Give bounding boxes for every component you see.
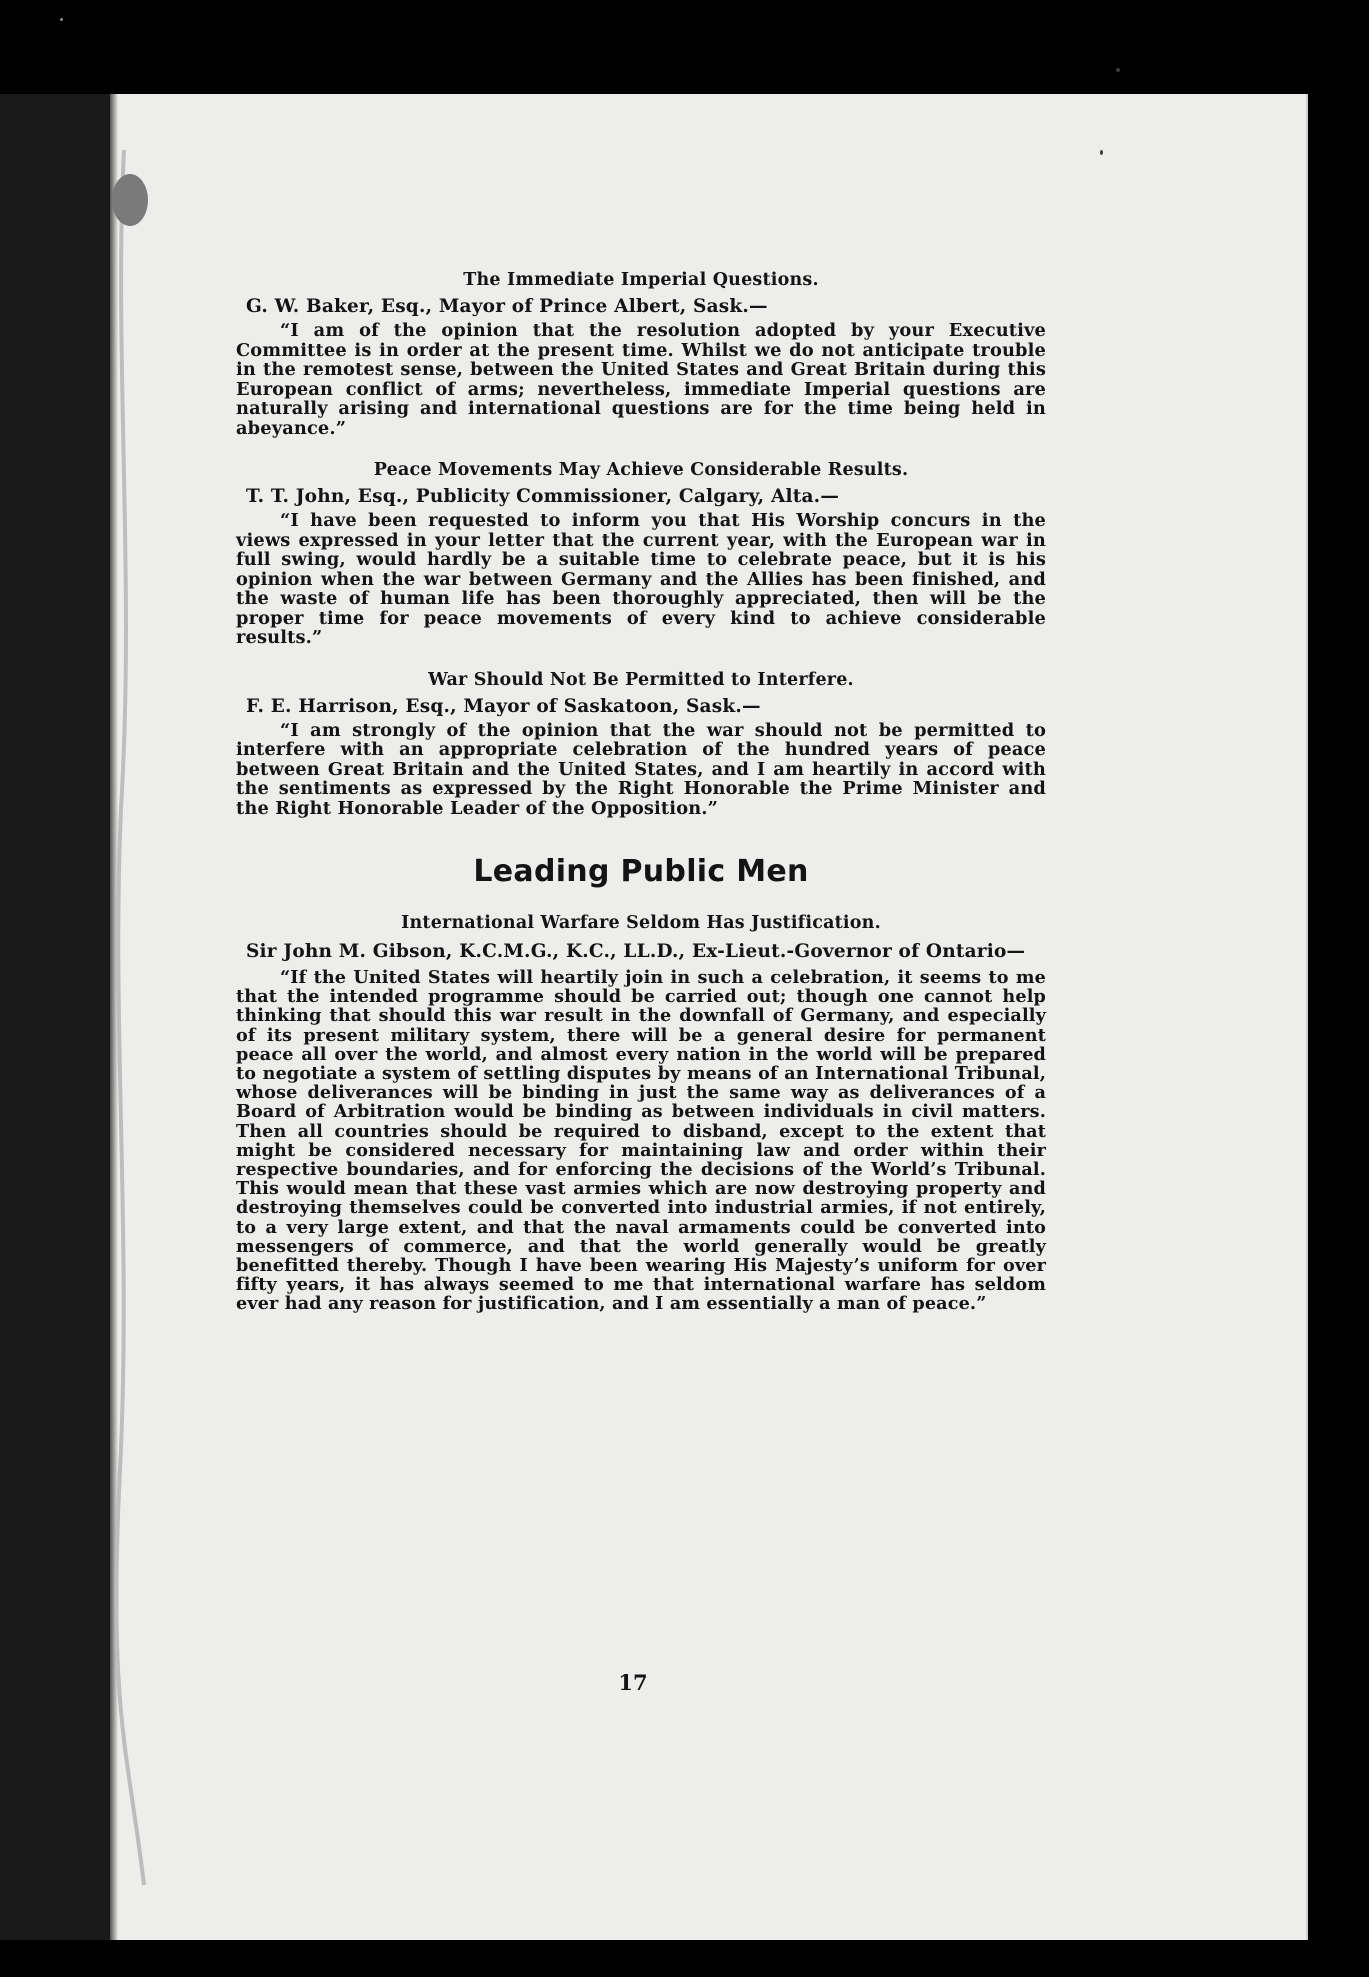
quote-paragraph: “I am strongly of the opinion that the war should not be permitted to interfere with an appropriate celebration of the hundred years of peace between Great Britain and the United States, and I am heartily in accord with the sentiments as expressed by the Right Honorable the Prime Minister and the Right Honorable Leader of the Opposition.” [236, 719, 1046, 819]
scan-speck [60, 18, 63, 21]
attribution: T. T. John, Esq., Publicity Commissioner, Calgary, Alta.— [246, 486, 840, 507]
scan-speck [1100, 150, 1103, 155]
quote-paragraph: “If the United States will heartily join in such a celebration, it seems to me that the intended programme should be carried out; though one cannot help thinking that should this war result in the downfall of Germany, and especially of its present military system, there will be a general desire for permanent peace all over the world, and almost every nation in the world will be prepared to negotiate a system of settling disputes by means of an International Tribunal, whose deliverances will be binding in just the same way as deliverances of a Board of Arbitration would be binding as between individuals in civil matters. Then all countries should be required to disband, except to the extent that might be considered necessary for maintaining law and order within their respective boundaries, and for enforcing the decisions of the World’s Tribunal. This would mean that these vast armies which are now destroying property and destroying themselves could be converted into industrial armies, if not entirely, to a very large extent, and that the naval armaments could be converted into messengers of commerce, and that the world generally would be greatly benefitted thereby. Though I have been wearing His Majesty’s uniform for over fifty years, it has always seemed to me that international warfare has seldom ever had any reason for justification, and I am essentially a man of peace.” [236, 967, 1046, 1315]
section-heading: International Warfare Seldom Has Justification. [401, 913, 881, 933]
quote-paragraph: “I am of the opinion that the resolution adopted by your Executive Committee is in order at the present time. Whilst we do not anticipate trouble in the remotest sense, between the United States and Great Britain during this European conflict of arms; nevertheless, immediate Imperial questions are naturally arising and international questions are for the time being held in abeyance.” [236, 320, 1046, 439]
article-body [236, 270, 1046, 1336]
section-heading: Peace Movements May Achieve Considerable Results. [373, 460, 909, 480]
scan-speck [1116, 68, 1120, 72]
attribution: Sir John M. Gibson, K.C.M.G., K.C., LL.D., Ex-Lieut.-Governor of Ontario— [246, 941, 1026, 962]
section-heading: The Immediate Imperial Questions. [463, 270, 819, 290]
page-number: 17 [618, 1670, 648, 1695]
binding-string [84, 150, 154, 1890]
attribution: G. W. Baker, Esq., Mayor of Prince Albert, Sask.— [246, 296, 768, 317]
section-heading: War Should Not Be Permitted to Interfere. [428, 669, 854, 690]
quote-paragraph: “I have been requested to inform you that His Worship concurs in the views expressed in your letter that the current year, with the European war in full swing, would hardly be a suitable time to celebrate peace, but it is his opinion when the war between Germany and the Allies has been finished, and the waste of human life has been thoroughly appreciated, then will be the proper time for peace movements of every kind to achieve considerable results.” [236, 510, 1046, 648]
attribution: F. E. Harrison, Esq., Mayor of Saskatoon, Sask.— [246, 695, 761, 717]
section-title: Leading Public Men [473, 854, 809, 889]
